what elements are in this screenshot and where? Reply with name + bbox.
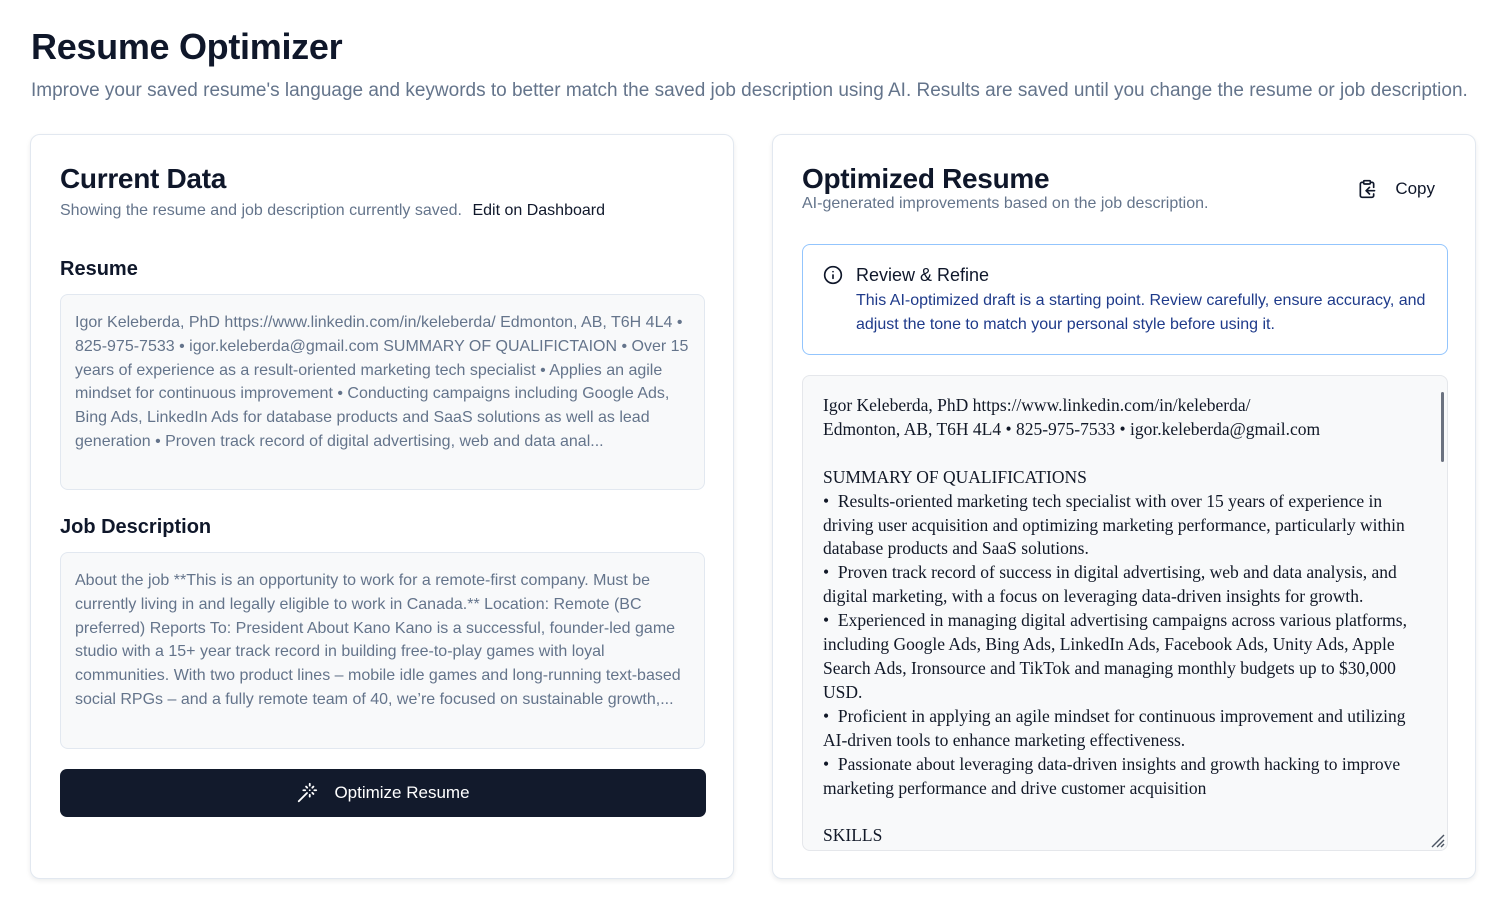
- job-description-preview: About the job **This is an opportunity to work for a remote-first company. Must be currently living in and legally eligible to work in Canada.** Location: Remote (BC preferred) Reports To: President About Kano Kano is a successful, founder-led game studio with a 15+ year track record in building free-to-play games with loyal communities. With two product lines – mobile idle games and long-running text-based social RPGs – and a fully remote team of 40, we’re focused on sustainable growth,...: [60, 552, 705, 749]
- optimized-resume-card: [772, 134, 1476, 879]
- resume-label: Resume: [60, 258, 138, 280]
- edit-on-dashboard-link[interactable]: Edit on Dashboard: [472, 202, 605, 219]
- optimize-resume-label: Optimize Resume: [334, 783, 470, 802]
- resize-handle-icon[interactable]: [1427, 830, 1445, 848]
- scrollbar-thumb[interactable]: [1441, 392, 1444, 462]
- current-data-description: [60, 202, 605, 220]
- page-subtitle: Improve your saved resume's language and keywords to better match the saved job description using AI. Results are saved until you change the resume or job description.: [31, 80, 1468, 101]
- review-refine-alert: [802, 244, 1448, 355]
- optimize-resume-button[interactable]: [60, 769, 706, 817]
- magic-wand-icon: [296, 782, 318, 804]
- current-data-description-text: Showing the resume and job description currently saved.: [60, 202, 462, 219]
- optimized-resume-content: Igor Keleberda, PhD https://www.linkedin.com/in/keleberda/ Edmonton, AB, T6H 4L4 • 825-975-7533 • igor.keleberda@gmail.com SUMMARY OF QUALIFICATIONS • Results-oriented marketing tech specialist with over 15 years of experience in driving user acquisition and optimizing marketing performance, particularly within database products and SaaS solutions. • Proven track record of success in digital advertising, web and data analysis, and digital marketing, with a focus on leveraging data-driven insights for growth. • Experienced in managing digital advertising campaigns across various platforms, including Google Ads, Bing Ads, LinkedIn Ads, Facebook Ads, Unity Ads, Apple Search Ads, Ironsource and TikTok and managing monthly budgets up to $30,000 USD. • Proficient in applying an agile mindset for continuous improvement and utilizing AI-driven tools to enhance marketing effectiveness. • Passionate about leveraging data-driven insights and growth hacking to improve marketing performance and drive customer acquisition SKILLS: [823, 395, 1407, 846]
- clipboard-copy-icon: [1357, 179, 1377, 199]
- job-description-label: Job Description: [60, 516, 212, 538]
- copy-button[interactable]: [1357, 179, 1435, 199]
- current-data-title: Current Data: [60, 163, 226, 194]
- resume-preview: Igor Keleberda, PhD https://www.linkedin.com/in/keleberda/ Edmonton, AB, T6H 4L4 • 825-975-7533 • igor.keleberda@gmail.com SUMMARY OF QUALIFICTAION • Over 15 years of experience as a result-oriented marketing tech specialist • Applies an agile mindset for continuous improvement • Conducting campaigns including Google Ads, Bing Ads, LinkedIn Ads for database products and SaaS solutions as well as lead generation • Proven track record of digital advertising, web and data anal...: [60, 294, 705, 490]
- alert-text: This AI-optimized draft is a starting point. Review carefully, ensure accuracy, and adjust the tone to match your personal style before using it.: [856, 292, 1426, 333]
- copy-label: Copy: [1395, 179, 1435, 198]
- info-icon: [823, 265, 843, 285]
- alert-title: Review & Refine: [856, 265, 990, 285]
- page-title: Resume Optimizer: [31, 26, 343, 67]
- current-data-card: [30, 134, 734, 879]
- optimized-resume-title: Optimized Resume: [802, 163, 1050, 194]
- optimized-resume-description: AI-generated improvements based on the job description.: [802, 195, 1209, 212]
- optimized-resume-textarea[interactable]: [802, 375, 1448, 851]
